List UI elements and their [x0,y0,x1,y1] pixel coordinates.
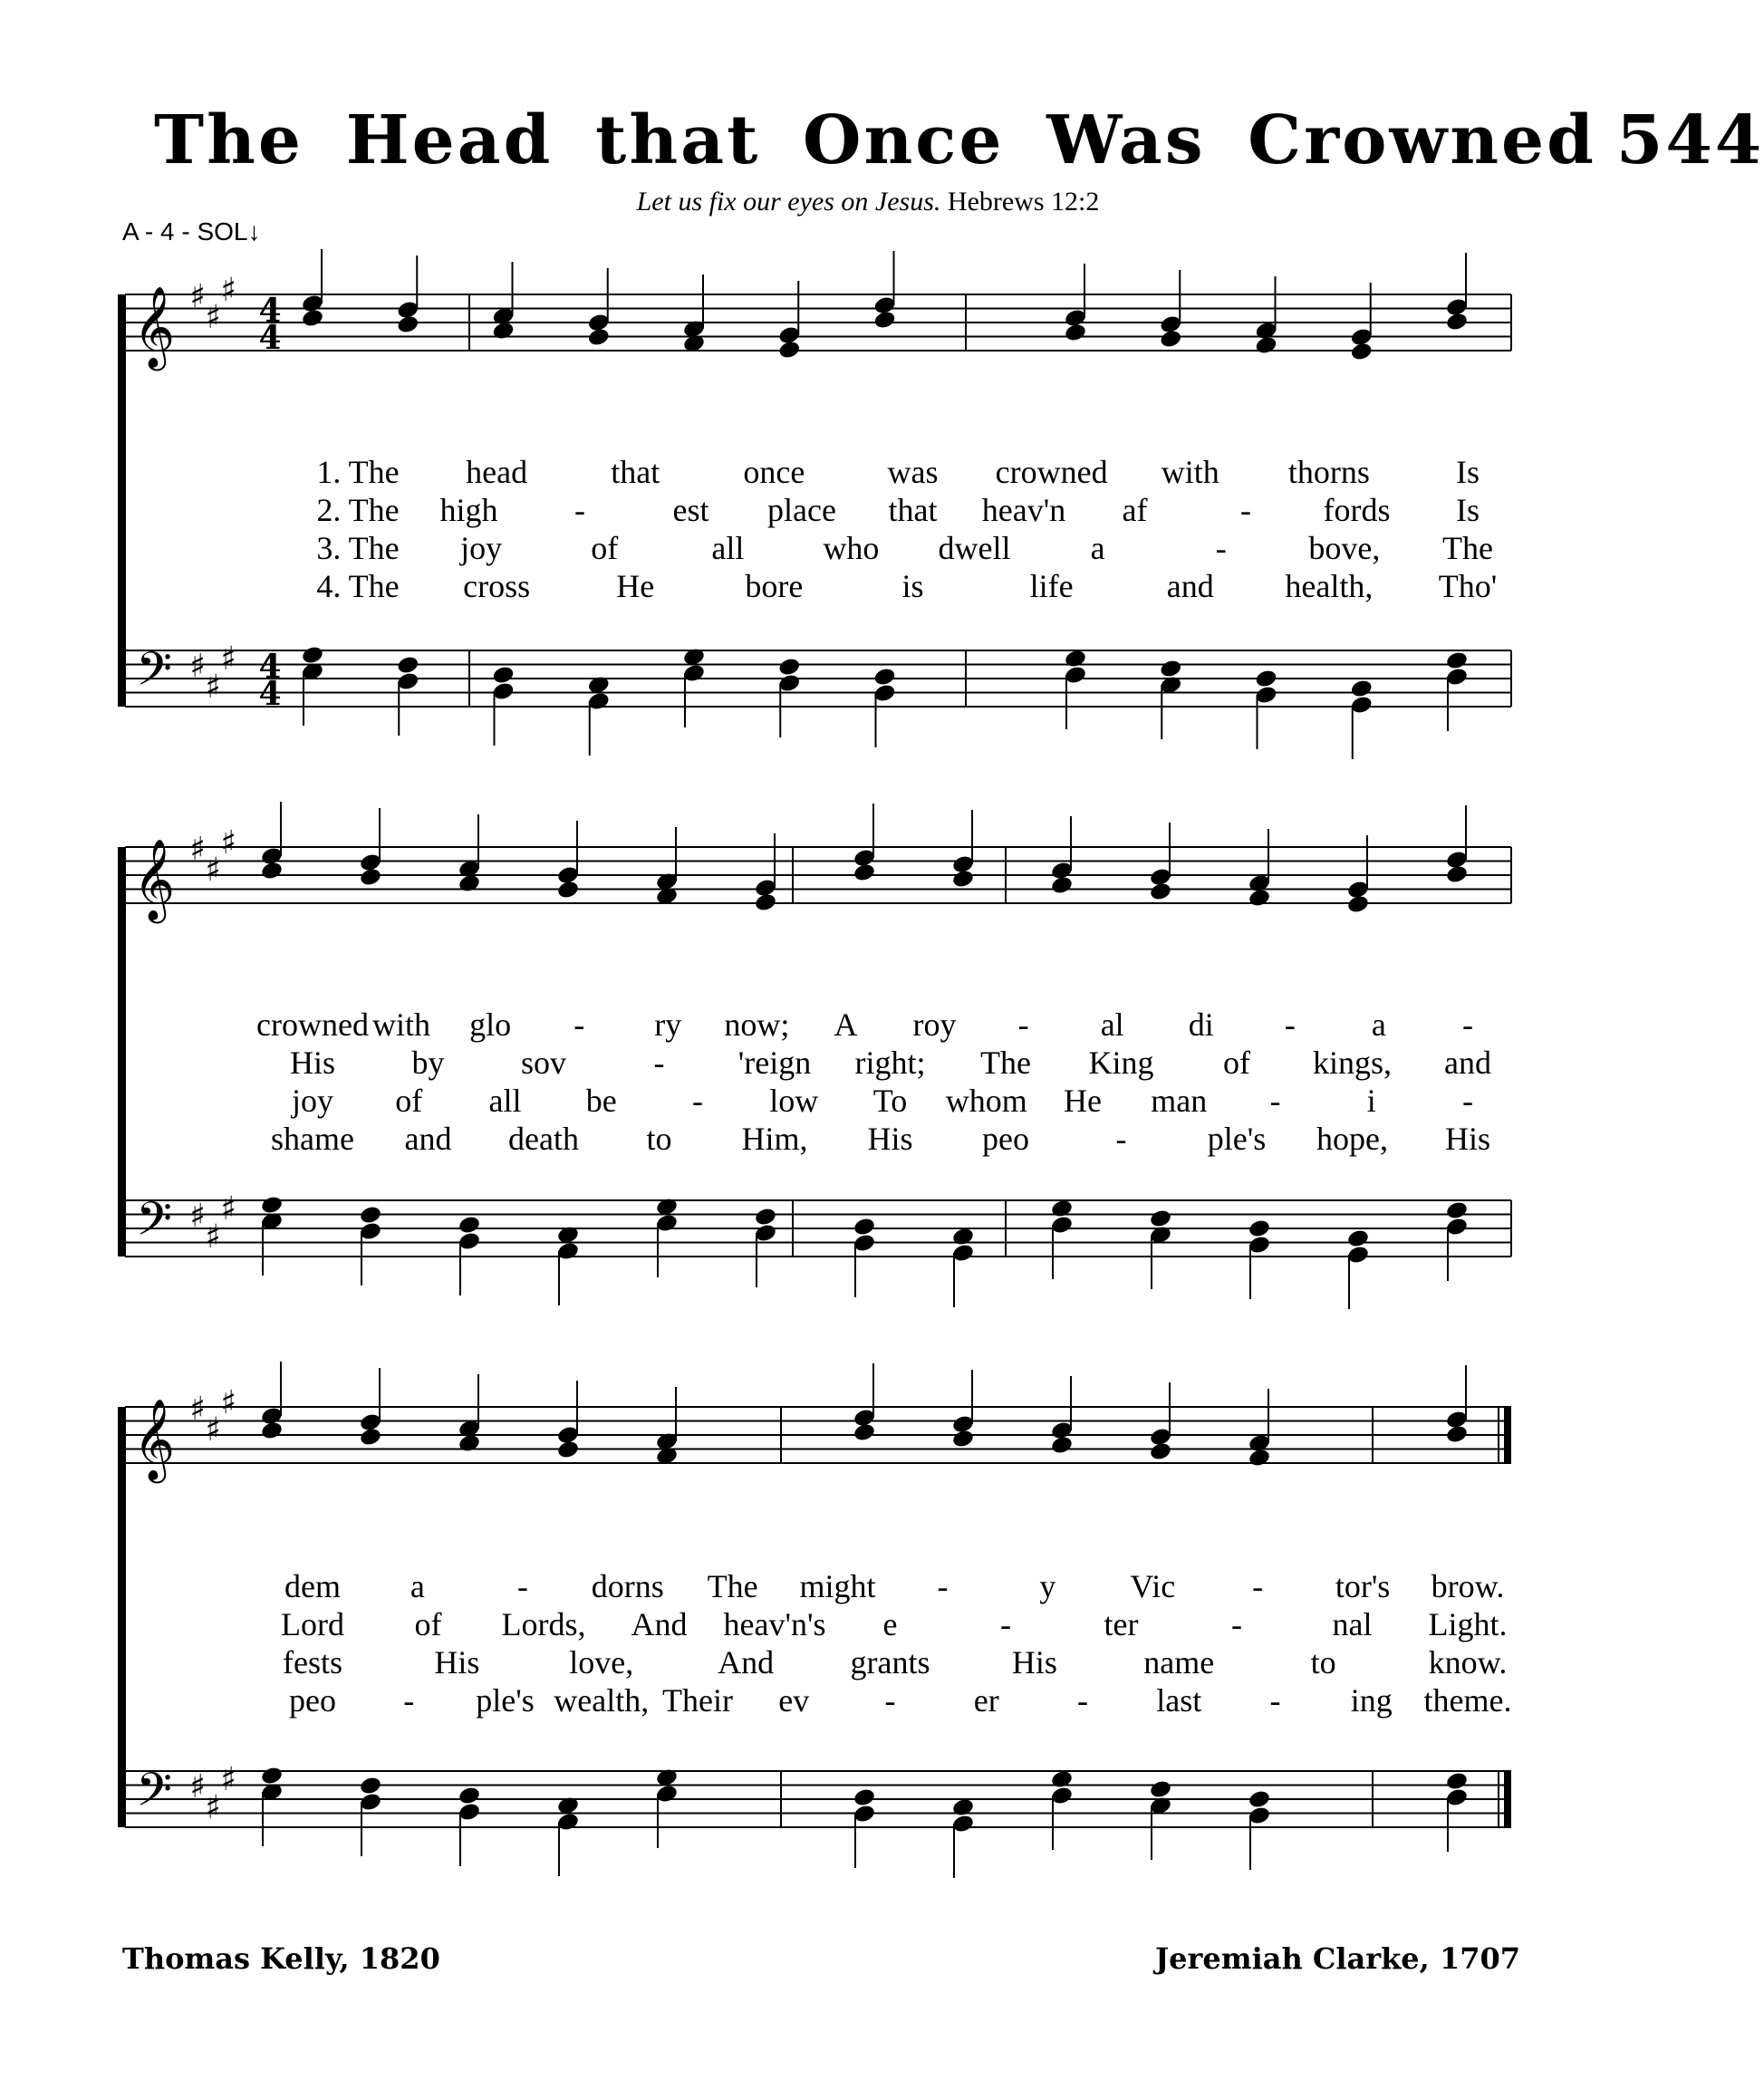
note-head [1346,1228,1370,1249]
lyric-syllable: ing [1350,1682,1393,1719]
note-head [1064,649,1087,669]
note-head [1064,323,1087,343]
lyric-syllable: all [488,1083,522,1119]
note-head [853,862,876,883]
note-head [260,1766,284,1786]
lyric-syllable: - [1269,1682,1281,1719]
lyric-syllable: might [799,1568,876,1604]
lyric-syllable: The [707,1568,758,1604]
key-sharp-icon: ♯ [220,1384,236,1421]
lyric-syllable: joy [460,530,503,566]
lyric-syllable: whom [945,1083,1027,1119]
lyric-syllable: be [585,1083,617,1119]
lyric-syllable: grants [850,1644,930,1680]
lyric-syllable: peo [289,1682,336,1719]
note-head [754,892,777,913]
hymn-number: 544 [1615,101,1764,179]
note-head [1248,1218,1271,1239]
lyric-syllable: a [1090,530,1105,566]
note-head [872,667,896,688]
note-head [359,1427,382,1448]
lyric-syllable: glo [469,1006,512,1043]
lyric-syllable: of [414,1606,442,1642]
note-head [1248,1789,1271,1810]
lyric-syllable: bove, [1308,530,1381,566]
lyric-syllable: - [1215,530,1227,566]
treble-clef-icon: 𝄞 [132,1399,176,1480]
lyric-syllable: tor's [1335,1568,1391,1604]
note-head [359,867,382,888]
key-sharp-icon: ♯ [189,831,206,868]
lyric-syllable: - [403,1682,415,1719]
lyric-syllable: bore [745,568,804,604]
lyric-syllable: Tho' [1438,568,1498,604]
lyric-syllable: head [466,454,528,490]
note-head [1248,1448,1271,1469]
key-sharp-icon: ♯ [189,1768,206,1806]
final-bar-thick [1504,1407,1511,1463]
note-head [396,655,419,676]
lyric-syllable: dorns [591,1568,664,1604]
note-head [853,1217,876,1237]
note-head [1445,650,1469,671]
note-head [1050,1769,1074,1790]
lyric-syllable: brow. [1431,1568,1505,1604]
lyric-syllable: peo [982,1121,1029,1157]
key-sharp-icon: ♯ [220,1190,236,1228]
lyric-syllable: life [1029,568,1074,604]
note-head [260,1420,284,1441]
lyric-syllable: Light. [1428,1606,1508,1642]
music-credit: Jeremiah Clarke, 1707 [1155,1941,1520,1976]
treble-clef-icon: 𝄞 [132,286,176,368]
lyric-syllable: joy [291,1083,334,1119]
lyric-syllable: of [395,1083,423,1119]
lyric-syllable: fords [1323,492,1391,528]
lyric-syllable: with [372,1006,431,1043]
lyric-syllable: He [1064,1083,1102,1119]
note-head [1445,1424,1469,1445]
lyric-syllable: er [973,1682,999,1719]
key-sharp-icon: ♯ [220,1761,236,1798]
lyric-syllable: - [1252,1568,1264,1604]
lyric-syllable: The [1442,530,1493,566]
final-bar-thick [1504,1771,1511,1827]
note-head [1159,659,1182,679]
lyric-syllable: crowned [256,1006,369,1043]
lyric-syllable: a [410,1568,425,1604]
lyric-syllable: - [574,1006,585,1043]
lyric-syllable: right; [854,1045,926,1081]
lyric-syllable: crowned [995,454,1108,490]
lyric-syllable: love, [569,1644,634,1680]
lyric-syllable: by [411,1045,445,1081]
lyric-syllable: and [404,1121,452,1157]
lyric-syllable: man [1151,1083,1208,1119]
lyric-syllable: high [439,492,498,528]
lyric-syllable: 4. The [316,568,400,604]
lyric-syllable: ter [1104,1606,1139,1642]
lyric-syllable: His [1444,1121,1491,1157]
lyric-syllable: And [718,1644,775,1680]
lyric-syllable: shame [271,1121,354,1157]
lyric-syllable: of [1223,1045,1250,1081]
lyric-syllable: i [1366,1083,1376,1119]
lyric-syllable: sov [520,1045,567,1081]
lyric-syllable: Is [1456,454,1480,490]
note-head [587,327,611,348]
lyric-syllable: wealth, [554,1682,650,1719]
lyric-syllable: 1. The [316,454,400,490]
lyric-syllable: y [1039,1568,1056,1604]
note-head [1445,1771,1469,1792]
time-signature-bottom: 4 [258,319,282,357]
note-head [872,310,896,331]
note-head [359,1205,382,1226]
note-head [777,340,801,361]
key-sharp-icon: ♯ [205,1411,221,1449]
lyric-syllable: to [1310,1644,1336,1680]
time-signature-top: 4 [258,292,282,330]
note-head [951,1227,975,1247]
lyric-syllable: Lords, [501,1606,586,1642]
lyric-syllable: e [882,1606,898,1642]
lyric-syllable: The [980,1045,1031,1081]
time-signature-bottom: 4 [258,675,282,713]
lyric-syllable: - [1269,1083,1281,1119]
note-head [853,1787,876,1808]
note-head [458,873,481,894]
key-sharp-icon: ♯ [205,852,221,889]
lyric-syllable: His [867,1121,913,1157]
lyric-syllable: 2. The [316,492,400,528]
lyric-syllable: and [1444,1045,1491,1081]
lyric-syllable: now; [724,1006,790,1043]
lyric-syllable: low [769,1083,819,1119]
note-head [777,657,801,678]
system-brace [118,847,124,1257]
lyric-syllable: last [1156,1682,1202,1719]
note-head [1445,864,1469,885]
lyric-syllable: To [872,1083,908,1119]
key-sharp-icon: ♯ [189,278,206,315]
note-head [1149,1209,1172,1229]
note-head [458,1215,481,1236]
lyric-syllable: Him, [741,1121,808,1157]
note-head [1445,312,1469,332]
lyric-syllable: - [1462,1006,1473,1043]
lyric-syllable: 3. The [316,530,400,566]
note-head [951,1429,975,1449]
hymn-title-text: The Head that Once Was Crowned [154,101,1596,179]
lyric-syllable: know. [1428,1644,1508,1680]
key-sharp-icon: ♯ [205,669,221,706]
lyric-syllable: - [1000,1606,1011,1642]
scripture-quote: Let us fix our eyes on Jesus. [636,187,941,217]
key-sharp-icon: ♯ [189,1198,206,1235]
note-head [1350,679,1374,699]
lyric-syllable: and [1166,568,1214,604]
lyric-syllable: est [672,492,709,528]
note-head [359,1776,382,1796]
lyric-syllable: ev [778,1682,810,1719]
lyric-syllable: His [289,1045,336,1081]
key-sharp-icon: ♯ [220,640,236,678]
lyric-syllable: death [508,1121,579,1157]
lyric-syllable: fests [283,1644,342,1680]
bass-clef-icon: 𝄢 [136,1762,172,1828]
lyric-syllable: - [1240,492,1251,528]
lyric-syllable: dem [284,1568,341,1604]
lyric-syllable: af [1122,492,1148,528]
lyric-syllable: di [1188,1006,1214,1043]
note-head [951,1797,975,1818]
note-head [556,880,580,900]
lyric-syllable: that [888,492,938,528]
note-head [491,321,515,342]
lyric-syllable: ple's [1207,1121,1267,1157]
note-head [1050,1199,1074,1219]
bass-clef-icon: 𝄢 [136,1191,172,1257]
lyric-syllable: heav'n's [723,1606,826,1642]
lyric-syllable: health, [1285,568,1374,604]
lyric-syllable: King [1088,1045,1154,1081]
note-head [1050,875,1074,896]
lyric-syllable: And [631,1606,688,1642]
key-sharp-icon: ♯ [205,1789,221,1826]
note-head [1254,669,1277,689]
lyric-syllable: Is [1456,492,1480,528]
lyric-syllable: Lord [281,1606,344,1642]
bass-clef-icon: 𝄢 [136,641,172,708]
note-head [1350,342,1374,362]
lyric-syllable: of [591,530,619,566]
lyric-syllable: Vic [1130,1568,1176,1604]
key-sharp-icon: ♯ [189,1391,206,1428]
key-info: A - 4 - SOL↓ [122,217,261,246]
lyric-syllable: cross [463,568,531,604]
note-head [1159,329,1182,350]
lyric-syllable: is [901,568,924,604]
lyric-syllable: heav'n [981,492,1066,528]
note-head [1346,894,1370,915]
lyric-syllable: - [937,1568,949,1604]
note-head [951,869,975,890]
lyric-syllable: a [1371,1006,1386,1043]
lyric-syllable: nal [1332,1606,1373,1642]
note-head [754,1207,777,1228]
lyric-syllable: ple's [476,1682,535,1719]
lyric-syllable: ry [654,1006,682,1043]
lyric-syllable: all [711,530,745,566]
key-sharp-icon: ♯ [189,648,206,685]
lyric-syllable: who [823,530,880,566]
system-brace [118,294,124,707]
lyric-syllable: place [767,492,836,528]
lyric-syllable: was [887,454,939,490]
lyric-syllable: to [646,1121,672,1157]
time-signature-top: 4 [258,648,282,686]
lyric-syllable: - [653,1045,665,1081]
lyric-syllable: A [834,1006,858,1043]
note-head [1248,888,1271,909]
note-head [458,1433,481,1454]
lyric-syllable: - [692,1083,703,1119]
note-head [1050,1435,1074,1456]
lyric-syllable: 'reign [737,1045,812,1081]
lyric-syllable: that [611,454,660,490]
lyric-syllable: - [1231,1606,1242,1642]
note-head [1445,1200,1469,1221]
lyric-syllable: Their [662,1682,733,1719]
lyric-syllable: roy [912,1006,957,1043]
lyric-syllable: - [884,1682,896,1719]
lyric-syllable: thorns [1287,454,1370,490]
note-head [556,1440,580,1460]
system-brace [118,1407,124,1827]
lyric-syllable: - [1284,1006,1296,1043]
note-head [260,1195,284,1216]
lyric-syllable: with [1161,454,1219,490]
lyric-syllable: al [1100,1006,1124,1043]
key-sharp-icon: ♯ [205,299,221,336]
lyric-syllable: kings, [1312,1045,1393,1081]
lyric-syllable: - [574,492,585,528]
note-head [491,665,515,686]
lyric-syllable: - [516,1568,528,1604]
note-head [853,1422,876,1443]
words-credit: Thomas Kelly, 1820 [122,1941,440,1976]
key-sharp-icon: ♯ [220,272,236,309]
note-head [301,645,324,666]
lyric-syllable: dwell [938,530,1011,566]
lyric-syllable: - [1077,1682,1088,1719]
treble-clef-icon: 𝄞 [132,839,176,920]
note-head [260,861,284,881]
lyric-syllable: - [1115,1121,1127,1157]
lyric-syllable: theme. [1423,1682,1512,1719]
note-head [396,314,419,335]
key-sharp-icon: ♯ [220,824,236,862]
note-head [1254,335,1277,356]
lyric-syllable: - [1017,1006,1029,1043]
note-head [1149,1779,1172,1800]
lyric-syllable: He [616,568,655,604]
lyric-syllable: His [434,1644,480,1680]
note-head [301,308,324,329]
scripture-ref: Hebrews 12:2 [947,187,1100,217]
lyric-syllable: - [1462,1083,1473,1119]
lyric-syllable: His [1011,1644,1057,1680]
note-head [458,1786,481,1806]
key-sharp-icon: ♯ [205,1218,221,1256]
note-head [1149,1441,1172,1462]
lyric-syllable: once [743,454,805,490]
note-head [1149,881,1172,902]
lyric-syllable: name [1143,1644,1215,1680]
lyric-syllable: hope, [1316,1121,1388,1157]
